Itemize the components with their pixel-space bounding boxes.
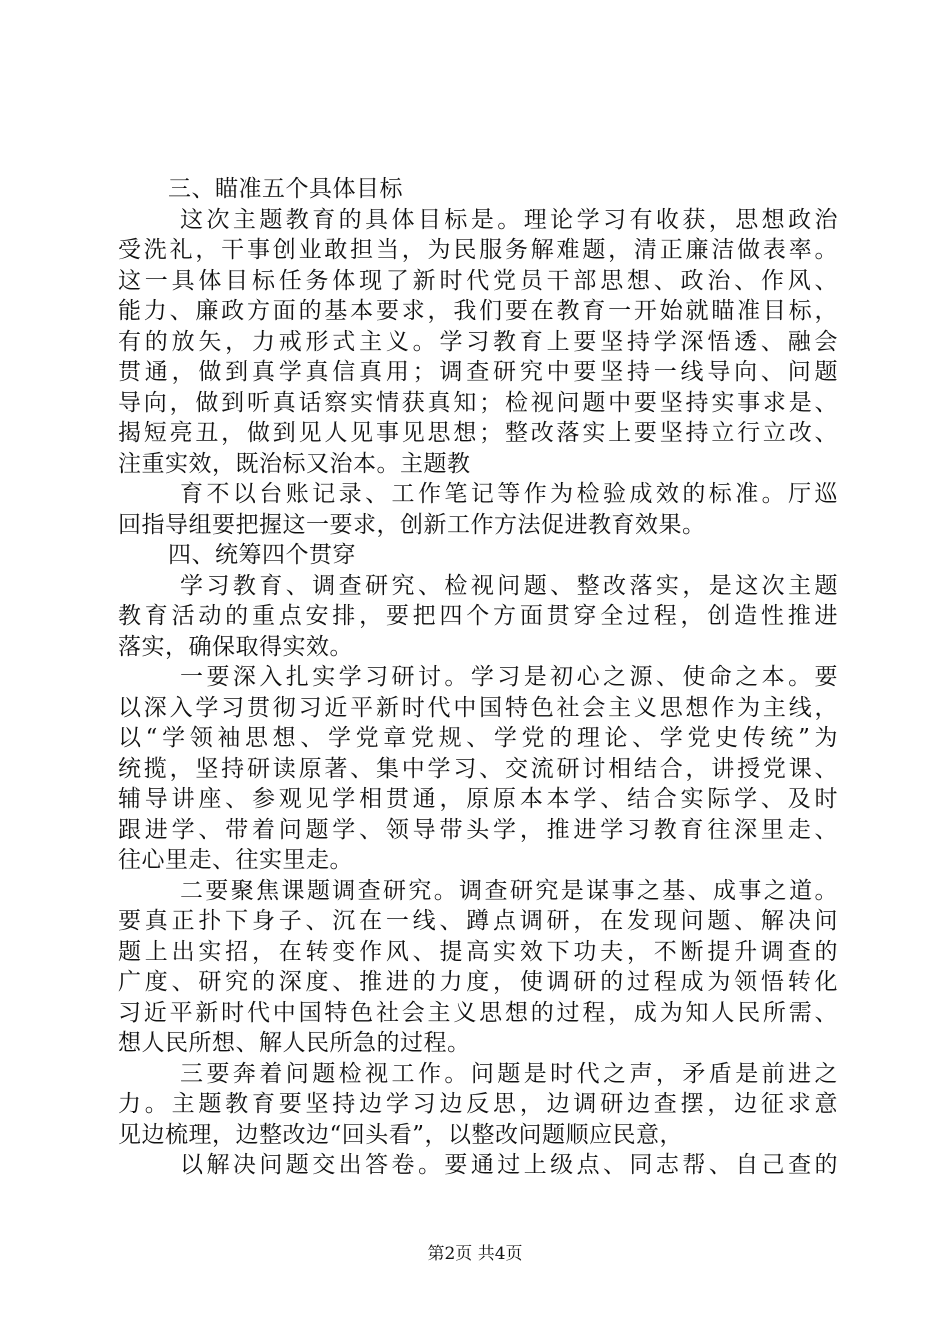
- page-number-footer: 第2页 共4页: [427, 1244, 523, 1264]
- paragraph-line: 跟进学、带着问题学、领导带头学，推进学习教育往深里走、: [118, 817, 838, 843]
- paragraph-line: 这一具体目标任务体现了新时代党员干部思想、政治、作风、: [118, 268, 838, 294]
- paragraph-line: 统揽，坚持研读原著、集中学习、交流研讨相结合，讲授党课、: [118, 756, 838, 782]
- paragraph-line: 一要深入扎实学习研讨。学习是初心之源、使命之本。要: [180, 664, 838, 690]
- paragraph-line: 这次主题教育的具体目标是。理论学习有收获，思想政治: [180, 207, 838, 233]
- paragraph-line: 习近平新时代中国特色社会主义思想的过程，成为知人民所需、: [118, 1000, 838, 1026]
- paragraph-line: 要真正扑下身子、沉在一线、蹲点调研，在发现问题、解决问: [118, 908, 838, 934]
- paragraph-line: 力。主题教育要坚持边学习边反思，边调研边查摆，边征求意: [118, 1091, 838, 1117]
- paragraph-line: 揭短亮丑，做到见人见事见思想；整改落实上要坚持立行立改、: [118, 420, 838, 446]
- section-heading: 四、统筹四个贯穿: [168, 542, 356, 568]
- paragraph-line: 想人民所想、解人民所急的过程。: [118, 1030, 471, 1056]
- paragraph-line: 回指导组要把握这一要求，创新工作方法促进教育效果。: [118, 512, 706, 538]
- paragraph-line: 学习教育、调查研究、检视问题、整改落实，是这次主题: [180, 573, 838, 599]
- paragraph-line: 见边梳理，边整改边“回头看”，以整改问题顺应民意，: [118, 1122, 684, 1148]
- paragraph-line: 题上出实招，在转变作风、提高实效下功夫，不断提升调查的: [118, 939, 838, 965]
- paragraph-line: 能力、廉政方面的基本要求，我们要在教育一开始就瞄准目标，: [118, 298, 838, 324]
- paragraph-line: 落实，确保取得实效。: [118, 634, 353, 660]
- paragraph-line: 三要奔着问题检视工作。问题是时代之声，矛盾是前进之: [180, 1061, 838, 1087]
- paragraph-line: 教育活动的重点安排，要把四个方面贯穿全过程，创造性推进: [118, 603, 838, 629]
- paragraph-line: 导向，做到听真话察实情获真知；检视问题中要坚持实事求是、: [118, 390, 838, 416]
- paragraph-line: 二要聚焦课题调查研究。调查研究是谋事之基、成事之道。: [180, 878, 838, 904]
- paragraph-line: 受洗礼，干事创业敢担当，为民服务解难题，清正廉洁做表率。: [118, 237, 838, 263]
- paragraph-line: 注重实效，既治标又治本。主题教: [118, 451, 471, 477]
- paragraph-line: 往心里走、往实里走。: [118, 847, 353, 873]
- paragraph-line: 贯通，做到真学真信真用；调查研究中要坚持一线导向、问题: [118, 359, 838, 385]
- paragraph-line: 广度、研究的深度、推进的力度，使调研的过程成为领悟转化: [118, 969, 838, 995]
- paragraph-line: 以深入学习贯彻习近平新时代中国特色社会主义思想作为主线，: [118, 695, 838, 721]
- paragraph-line: 以“学领袖思想、学党章党规、学党的理论、学党史传统”为: [118, 725, 838, 751]
- paragraph-line: 有的放矢，力戒形式主义。学习教育上要坚持学深悟透、融会: [118, 329, 838, 355]
- paragraph-line: 以解决问题交出答卷。要通过上级点、同志帮、自己查的: [180, 1152, 838, 1178]
- paragraph-line: 育不以台账记录、工作笔记等作为检验成效的标准。厅巡: [180, 481, 838, 507]
- paragraph-line: 辅导讲座、参观见学相贯通，原原本本学、结合实际学、及时: [118, 786, 838, 812]
- section-heading: 三、瞄准五个具体目标: [168, 176, 403, 202]
